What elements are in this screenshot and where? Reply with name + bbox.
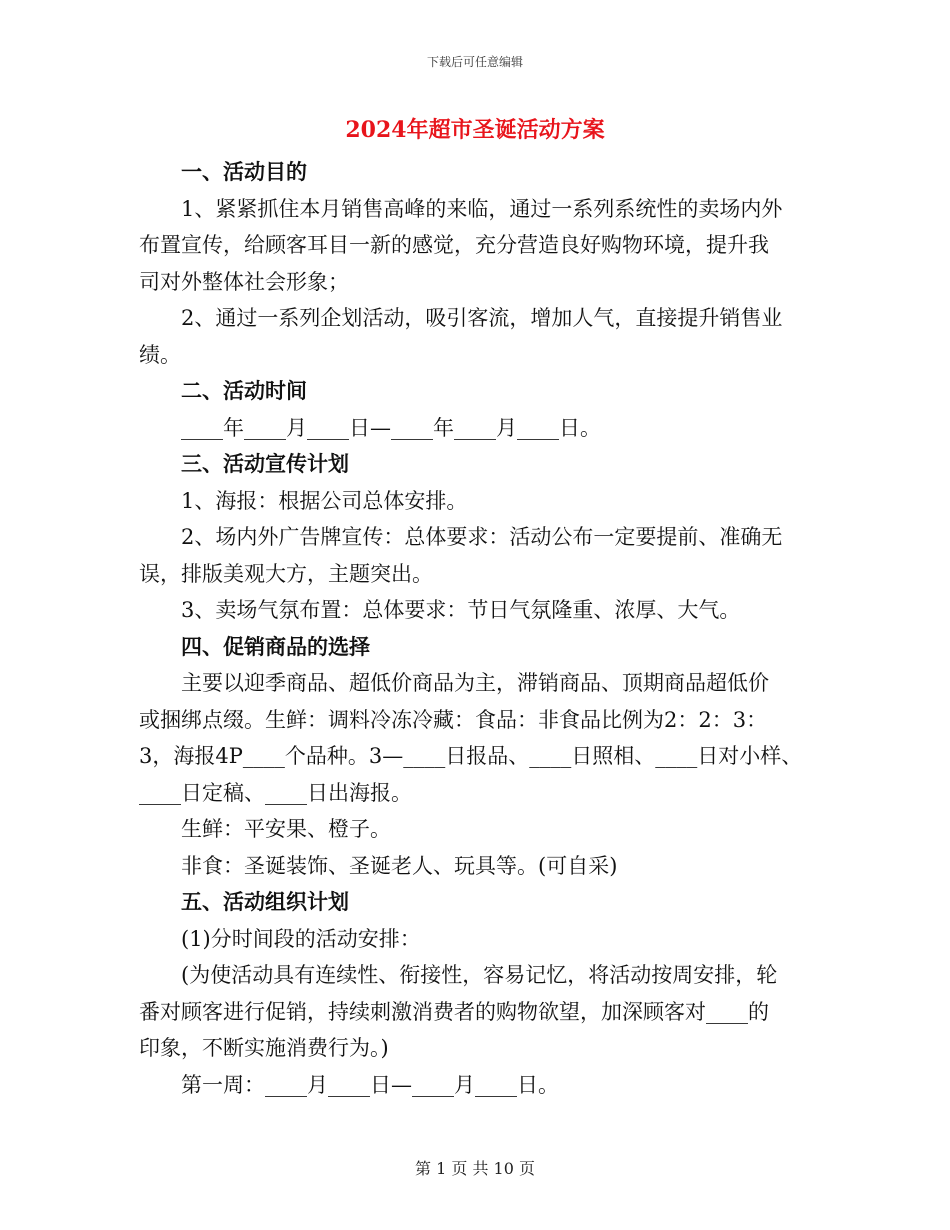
document-title: 2024年超市圣诞活动方案 xyxy=(345,117,605,143)
page-footer: 第 1 页 共 10 页 xyxy=(415,1159,535,1178)
paragraph-line: 主要以迎季商品、超低价商品为主，滞销商品、顶期商品超低价 xyxy=(181,671,769,695)
list-item: 3、卖场气氛布置：总体要求：节日气氛隆重、浓厚、大气。 xyxy=(181,598,741,622)
paragraph-line: (为使活动具有连续性、衔接性，容易记忆，将活动按周安排，轮 xyxy=(181,963,778,987)
paragraph-line: 布置宣传，给顾客耳目一新的感觉，充分营造良好购物环境，提升我 xyxy=(139,233,769,257)
paragraph-line: 1、紧紧抓住本月销售高峰的来临，通过一系列系统性的卖场内外 xyxy=(181,196,783,221)
section-heading-purpose: 一、活动目的 xyxy=(181,159,307,184)
document-body xyxy=(139,110,811,1103)
paragraph-line: 或捆绑点缀。生鲜：调料冷冻冷藏：食品：非食品比例为2：2：3： xyxy=(139,707,768,732)
section-heading-products: 四、促销商品的选择 xyxy=(181,633,370,659)
paragraph-line: 番对顾客进行促销，持续刺激消费者的购物欲望，加深顾客对____的 xyxy=(139,999,769,1024)
paragraph-line: 绩。 xyxy=(139,342,181,367)
page-header: 下载后可任意编辑 xyxy=(426,55,523,69)
list-item: 1、海报：根据公司总体安排。 xyxy=(181,488,468,513)
section-heading-time: 二、活动时间 xyxy=(181,378,307,403)
paragraph-line: 2、通过一系列企划活动，吸引客流，增加人气，直接提升销售业 xyxy=(181,306,783,330)
paragraph-line: 司对外整体社会形象； xyxy=(139,269,349,294)
date-range-line: ____年____月____日—____年____月____日。 xyxy=(181,415,601,440)
section-heading-promotion: 三、活动宣传计划 xyxy=(181,451,349,476)
subsection-heading: (1)分时间段的活动安排： xyxy=(181,926,421,951)
list-item-continuation: 误，排版美观大方，主题突出。 xyxy=(139,561,433,586)
paragraph-line: ____日定稿、____日出海报。 xyxy=(139,780,412,805)
paragraph-line: 印象，不断实施消费行为。) xyxy=(139,1036,389,1060)
paragraph-line: 生鲜：平安果、橙子。 xyxy=(181,817,391,841)
paragraph-line: 非食：圣诞装饰、圣诞老人、玩具等。(可自采) xyxy=(181,853,618,878)
section-heading-organization: 五、活动组织计划 xyxy=(181,889,349,914)
paragraph-line: 3，海报4P____个品种。3—____日报品、____日照相、____日对小样、 xyxy=(139,744,803,768)
list-item: 2、场内外广告牌宣传：总体要求：活动公布一定要提前、准确无 xyxy=(181,525,783,549)
date-range-line: 第一周：____月____日—____月____日。 xyxy=(181,1072,559,1097)
